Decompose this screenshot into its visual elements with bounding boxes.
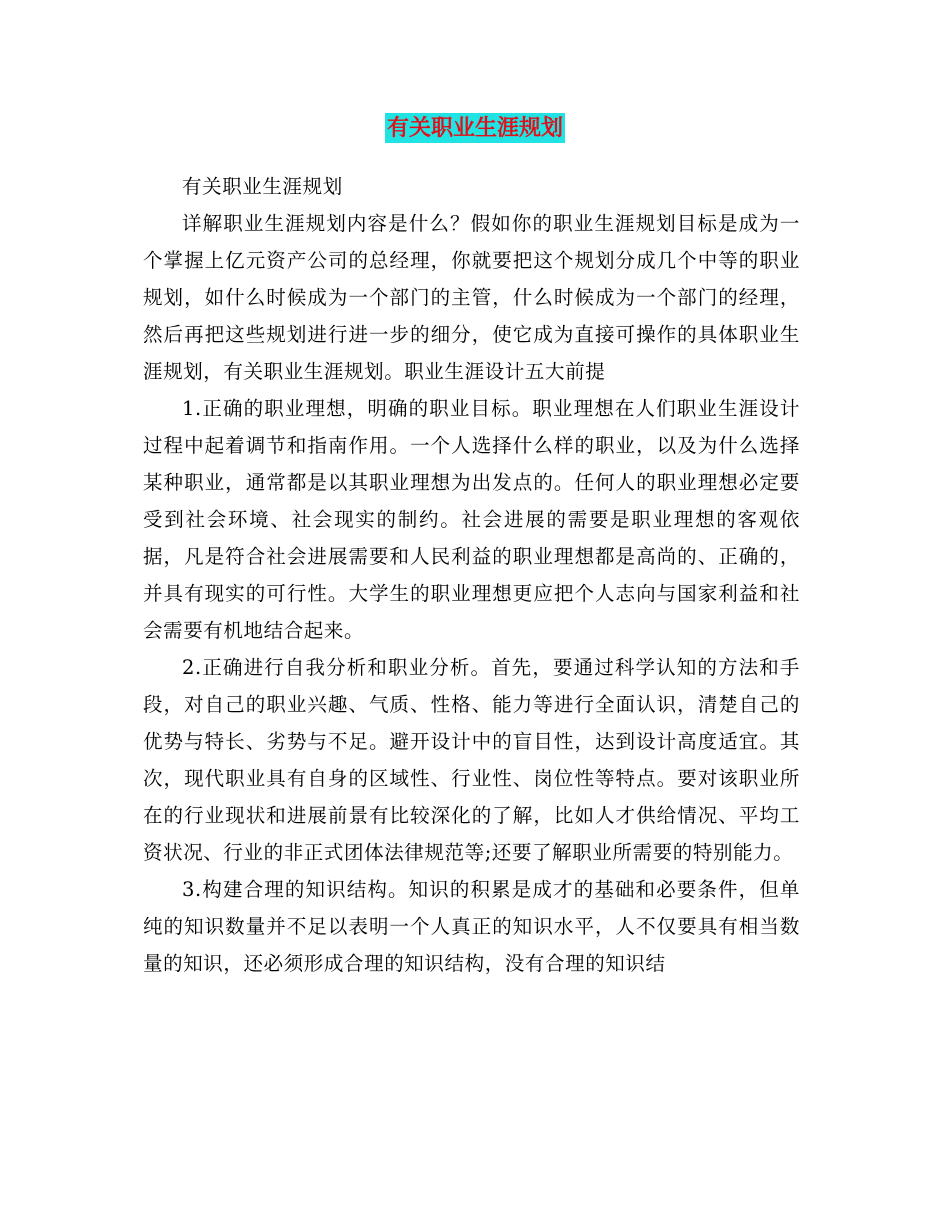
document-title: 有关职业生涯规划	[386, 115, 563, 141]
title-container	[0, 113, 950, 143]
paragraph-intro: 详解职业生涯规划内容是什么？假如你的职业生涯规划目标是成为一个掌握上亿元资产公司的总经理，你就要把这个规划分成几个中等的职业规划，如什么时候成为一个部门的主管，什么时候成为一个部门的经理，然后再把这些规划进行进一步的细分，使它成为直接可操作的具体职业生涯规划，有关职业生涯规划。职业生涯设计五大前提	[143, 212, 800, 383]
paragraph-subtitle: 有关职业生涯规划	[182, 175, 343, 198]
paragraph-point-2: 2.正确进行自我分析和职业分析。首先，要通过科学认知的方法和手段，对自己的职业兴趣、气质、性格、能力等进行全面认识，清楚自己的优势与特长、劣势与不足。避开设计中的盲目性，达到设计高度适宜。其次，现代职业具有自身的区域性、行业性、岗位性等特点。要对该职业所在的行业现状和进展前景有比较深化的了解，比如人才供给情况、平均工资状况、行业的非正式团体法律规范等;还要了解职业所需要的特别能力。	[143, 656, 800, 864]
paragraph-point-1: 1.正确的职业理想，明确的职业目标。职业理想在人们职业生涯设计过程中起着调节和指南作用。一个人选择什么样的职业，以及为什么选择某种职业，通常都是以其职业理想为出发点的。任何人的职业理想必定要受到社会环境、社会现实的制约。社会进展的需要是职业理想的客观依据，凡是符合社会进展需要和人民利益的职业理想都是高尚的、正确的，并具有现实的可行性。大学生的职业理想更应把个人志向与国家利益和社会需要有机地结合起来。	[143, 397, 800, 642]
paragraph-point-3: 3.构建合理的知识结构。知识的积累是成才的基础和必要条件，但单纯的知识数量并不足以表明一个人真正的知识水平，人不仅要具有相当数量的知识，还必须形成合理的知识结构，没有合理的知识结	[143, 878, 800, 975]
document-body	[143, 168, 800, 982]
